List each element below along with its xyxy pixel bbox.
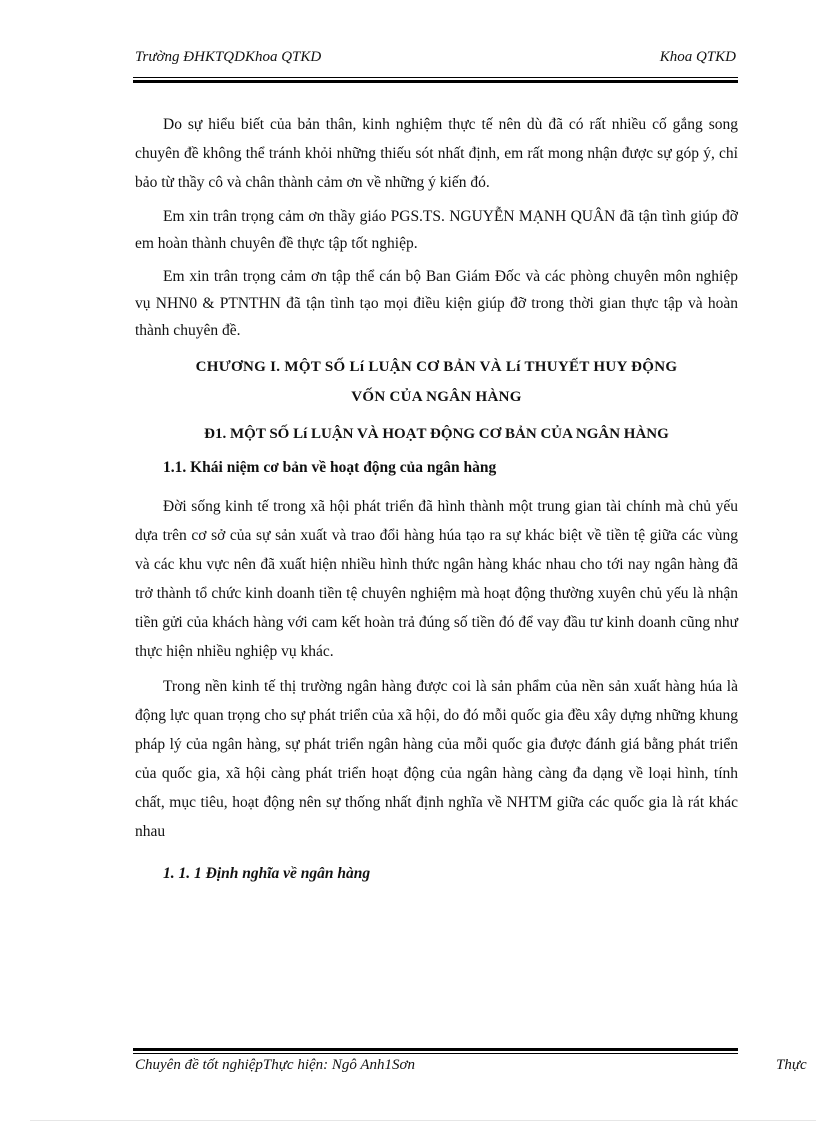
chapter-title-line-2: VỐN CỦA NGÂN HÀNG bbox=[351, 389, 522, 405]
body-paragraph-2: Trong nền kinh tế thị trường ngân hàng được coi là sản phẩm của nền sản xuất hàng húa là động lực quan trọng cho sự phát triển của xã hội, do đó mỗi quốc gia đều xây dựng những khung pháp lý của ngân hàng, sự phát triển ngân hàng của mỗi quốc gia được đánh giá bằng phát triển của quốc gia, xã hội càng phát triển hoạt động của ngân hàng càng đa dạng về loại hình, tính chất, mục tiêu, hoạt động nên sự thống nhất định nghĩa về NHTM giữa các quốc gia là rát khác nhau bbox=[135, 678, 738, 840]
header-rule bbox=[133, 77, 738, 78]
body-paragraph-1: Đời sống kinh tế trong xã hội phát triển đã hình thành một trung gian tài chính mà chủ yếu dựa trên cơ sở của sự sản xuất và trao đổi hàng húa tạo ra sự khác biệt về tiền tệ giữa các vùng và các khu vực nên đã xuất hiện nhiều hình thức ngân hàng khác nhau cho tới nay ngân hàng đã trở thành tổ chức kinh doanh tiền tệ chuyên nghiệm mà hoạt động thường xuyên chủ yếu là nhận tiền gửi của khách hàng với cam kết hoàn trả đúng số tiền đó để vay đầu tư kinh doanh cũng như thực hiện nhiều nghiệp vụ khác. bbox=[135, 498, 738, 660]
chapter-title bbox=[135, 352, 738, 412]
subsection-title: 1.1. Khái niệm cơ bản về hoạt động của ngân hàng bbox=[163, 459, 497, 476]
page-bottom-divider bbox=[30, 1120, 816, 1121]
section-title: Đ1. MỘT SỐ Lí LUẬN VÀ HOẠT ĐỘNG CƠ BẢN CỦA NGÂN HÀNG bbox=[204, 426, 669, 442]
footer-author-text: Chuyên đề tốt nghiệpThực hiện: Ngô Anh bbox=[135, 1057, 385, 1073]
page-content bbox=[135, 110, 738, 888]
chapter-title-line-1: CHƯƠNG I. MỘT SỐ Lí LUẬN CƠ BẢN VÀ Lí THUYẾT HUY ĐỘNG bbox=[195, 359, 678, 375]
intro-paragraph-3: Em xin trân trọng cảm ơn tập thể cán bộ Ban Giám Đốc và các phòng chuyên môn nghiệp vụ NHN0 & PTNTHN đã tận tình tạo mọi điều kiện giúp đỡ trong thời gian thực tập và hoàn thành chuyên đề. bbox=[135, 268, 738, 339]
intro-paragraph-1: Do sự hiểu biết của bản thân, kinh nghiệm thực tế nên dù đã có rất nhiều cố gắng song chuyên đề không thể tránh khỏi những thiếu sót nhất định, em rất mong nhận được sự góp ý, chỉ bảo từ thầy cô và chân thành cảm ơn về những ý kiến đó. bbox=[135, 116, 738, 191]
header-right-text: Khoa QTKD bbox=[659, 49, 736, 65]
footer-left-text bbox=[135, 1057, 415, 1074]
footer-right-text: Thực bbox=[776, 1057, 807, 1073]
subsubsection-title: 1. 1. 1 Định nghĩa về ngân hàng bbox=[163, 865, 371, 882]
footer-rule-thick bbox=[133, 1048, 738, 1051]
header-rule-thick bbox=[133, 80, 738, 83]
page-number: 1 bbox=[384, 1057, 393, 1073]
footer-rule bbox=[133, 1053, 738, 1054]
header-left-text: Trường ĐHKTQDKhoa QTKD bbox=[135, 49, 322, 65]
footer-author-suffix: Sơn bbox=[392, 1057, 416, 1073]
intro-paragraph-2: Em xin trân trọng cảm ơn thầy giáo PGS.TS. NGUYỄN MẠNH QUÂN đã tận tình giúp đỡ em hoàn thành chuyên đề thực tập tốt nghiệp. bbox=[135, 208, 738, 252]
